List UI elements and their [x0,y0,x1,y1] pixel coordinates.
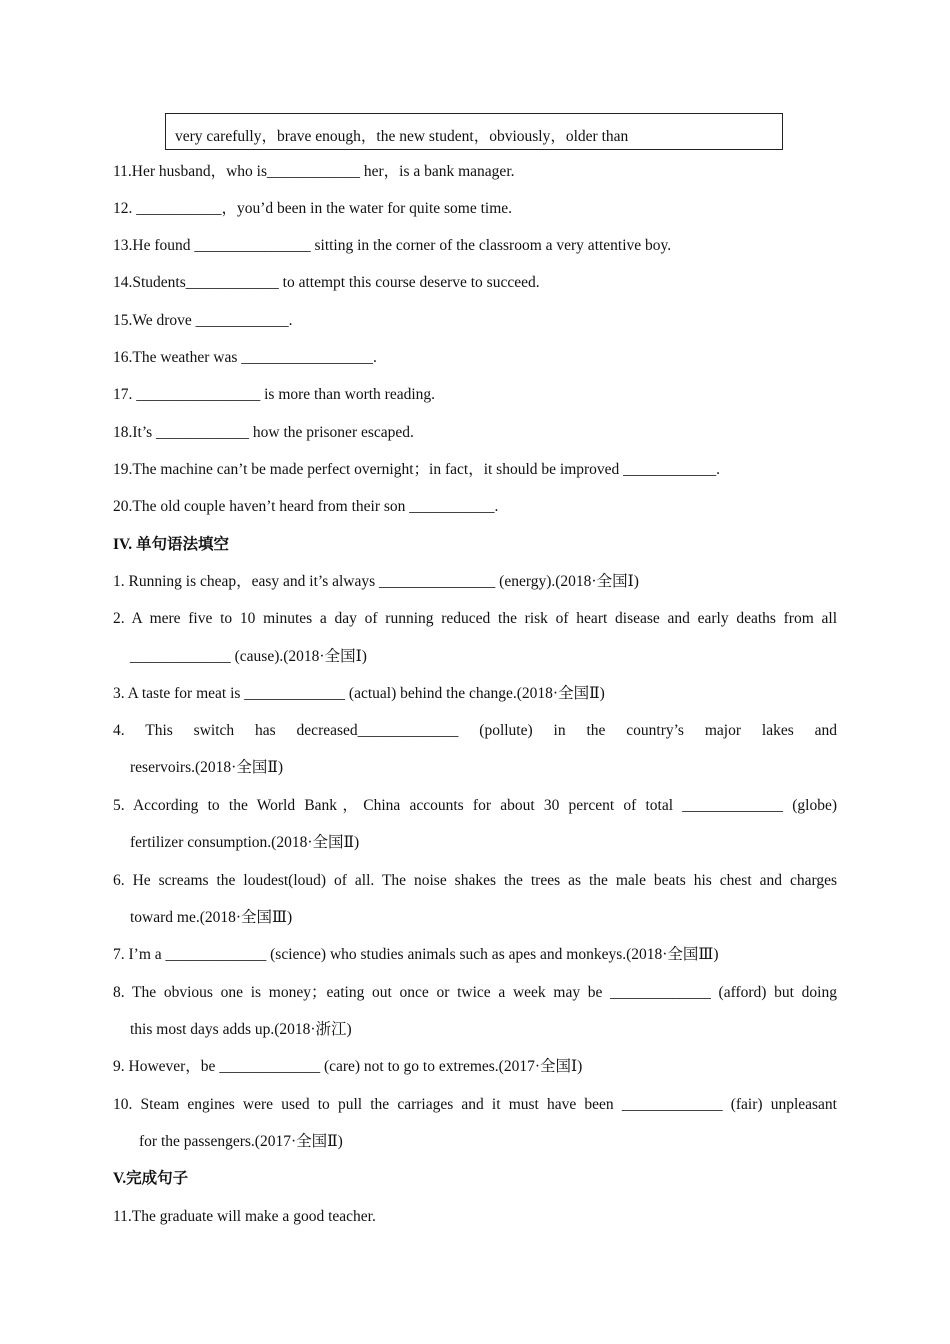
grammar-question-1: 1. Running is cheap，easy and it’s always _______________ (energy).(2018·全国Ⅰ) [113,573,639,590]
grammar-question-7: 7. I’m a _____________ (science) who studies animals such as apes and monkeys.(2018·全国Ⅲ) [113,946,719,963]
exercise-item-17: 17. ________________ is more than worth reading. [113,386,436,403]
exercise-item-19: 19.The machine can’t be made perfect overnight；in fact，it should be improved ____________. [113,461,721,478]
grammar-question-5-line1: 5. According to the World Bank，China accounts for about 30 percent of total _____________ (globe) [113,797,837,814]
exercise-item-13: 13.He found _______________ sitting in the corner of the classroom a very attentive boy. [113,237,672,254]
grammar-question-8-line2: this most days adds up.(2018·浙江) [130,1021,352,1038]
section-4-heading: IV. 单句语法填空 [113,536,229,553]
exercise-item-16: 16.The weather was _________________. [113,349,377,366]
grammar-question-2-line1: 2. A mere five to 10 minutes a day of running reduced the risk of heart disease and early deaths from all [113,610,837,627]
word-bank-box [165,113,783,150]
grammar-question-4-line1: 4. This switch has decreased_____________ (pollute) in the country’s major lakes and [113,722,837,739]
word-bank-text: very carefully，brave enough，the new student，obviously，older than [175,128,629,145]
grammar-question-6-line2: toward me.(2018·全国Ⅲ) [130,909,293,926]
exercise-item-18: 18.It’s ____________ how the prisoner escaped. [113,424,414,441]
grammar-question-3: 3. A taste for meat is _____________ (actual) behind the change.(2018·全国Ⅱ) [113,685,605,702]
exercise-item-14: 14.Students____________ to attempt this course deserve to succeed. [113,274,540,291]
sentence-question-11: 11.The graduate will make a good teacher. [113,1208,376,1225]
grammar-question-2-line2: _____________ (cause).(2018·全国Ⅰ) [130,648,367,665]
grammar-question-5-line2: fertilizer consumption.(2018·全国Ⅱ) [130,834,360,851]
exercise-item-20: 20.The old couple haven’t heard from their son ___________. [113,498,499,515]
grammar-question-10-line1: 10. Steam engines were used to pull the carriages and it must have been _____________ (fair) unpleasant [113,1096,837,1113]
exercise-item-11: 11.Her husband，who is____________ her，is a bank manager. [113,163,515,180]
grammar-question-6-line1: 6. He screams the loudest(loud) of all. The noise shakes the trees as the male beats his chest and charges [113,872,837,889]
grammar-question-10-line2: for the passengers.(2017·全国Ⅱ) [139,1133,343,1150]
section-5-heading: V.完成句子 [113,1170,189,1187]
grammar-question-8-line1: 8. The obvious one is money；eating out once or twice a week may be _____________ (afford) but doing [113,984,837,1001]
grammar-question-9: 9. However，be _____________ (care) not to go to extremes.(2017·全国Ⅰ) [113,1058,583,1075]
exercise-item-12: 12. ___________，you’d been in the water for quite some time. [113,200,513,217]
exercise-item-15: 15.We drove ____________. [113,312,293,329]
grammar-question-4-line2: reservoirs.(2018·全国Ⅱ) [130,759,284,776]
